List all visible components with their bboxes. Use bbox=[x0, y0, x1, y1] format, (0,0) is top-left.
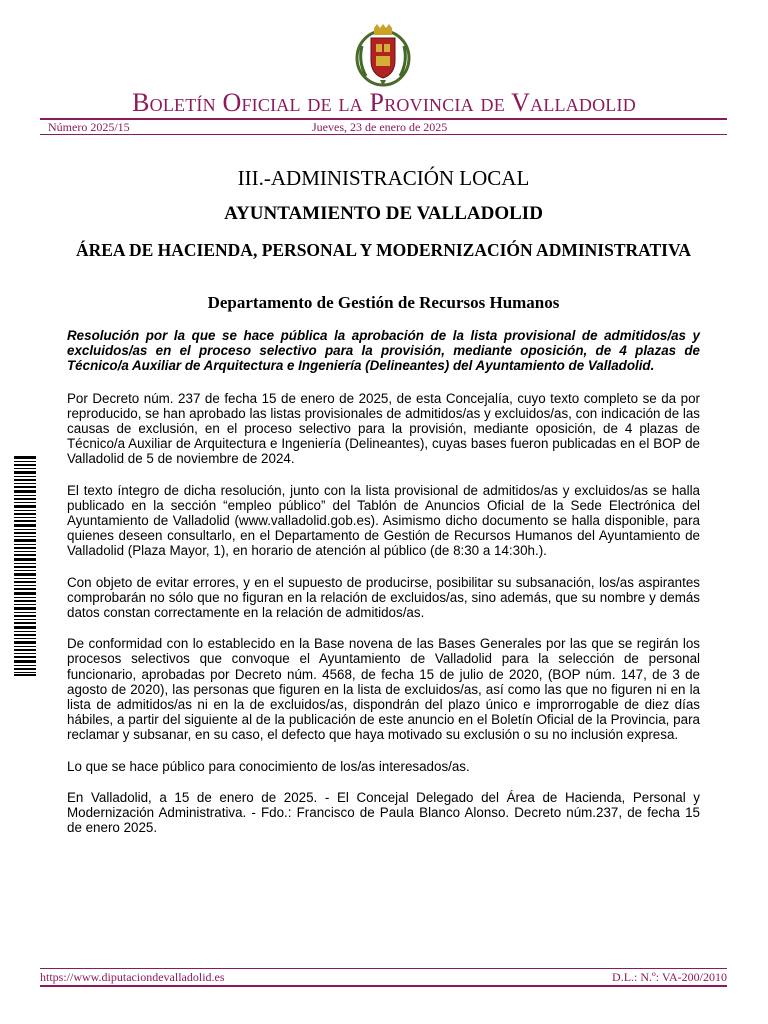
resolution-summary: Resolución por la que se hace pública la aprobación de la lista provisional de admitidos/as y excluidos/as en el proceso selectivo para la provisión, mediante oposición, de 4 plazas de Técnico/a Auxiliar de Arquitectura e Ingeniería (Delineantes) del Ayuntamiento de Valladolid. bbox=[67, 328, 700, 374]
footer-url-link[interactable]: https://www.diputaciondevalladolid.es bbox=[40, 970, 225, 984]
coat-of-arms-icon bbox=[352, 24, 414, 88]
footer-rule-top bbox=[40, 968, 727, 969]
signature-paragraph: En Valladolid, a 15 de enero de 2025. - El Concejal Delegado del Área de Hacienda, Personal y Modernización Administrativa. - Fdo.: Francisco de Paula Blanco Alonso. Decreto núm.237, de fecha 15 de enero 2025. bbox=[67, 789, 700, 836]
council-heading: AYUNTAMIENTO DE VALLADOLID bbox=[224, 203, 543, 224]
issue-number: Número 2025/15 bbox=[48, 120, 130, 134]
body-paragraph: Con objeto de evitar errores, y en el supuesto de producirse, posibilitar su subsanación, los/as aspirantes comprobarán no sólo que no figuran en la relación de excluidos/as, sino además, que su nombre y demás datos constan correctamente en la relación de admitidos/as. bbox=[67, 574, 700, 621]
body-paragraph: Lo que se hace público para conocimiento de los/as interesados/as. bbox=[67, 758, 470, 774]
section-heading: III.-ADMINISTRACIÓN LOCAL bbox=[237, 166, 530, 190]
issue-date: Jueves, 23 de enero de 2025 bbox=[312, 120, 448, 134]
body-paragraph: Por Decreto núm. 237 de fecha 15 de enero de 2025, de esta Concejalía, cuyo texto completo se da por reproducido, se han aprobado las listas provisionales de admitidos/as y excluidos/as, con indicación de las causas de exclusión, en el proceso selectivo para la provisión, mediante oposición, de 4 plazas de Técnico/a Auxiliar de Arquitectura e Ingeniería (Delineantes), cuyas bases fueron publicadas en el BOP de Valladolid de 5 de noviembre de 2024. bbox=[67, 390, 700, 467]
department-heading: Departamento de Gestión de Recursos Humanos bbox=[207, 293, 560, 312]
barcode-icon bbox=[14, 456, 36, 676]
footer-rule-bottom bbox=[40, 985, 727, 987]
announcement-body bbox=[67, 328, 700, 851]
area-heading: ÁREA DE HACIENDA, PERSONAL Y MODERNIZACIÓN ADMINISTRATIVA bbox=[75, 240, 691, 260]
legal-deposit: D.L.: N.º: VA-200/2010 bbox=[612, 970, 727, 984]
header-rule-bottom bbox=[40, 134, 727, 135]
publication-title: Boletín Oficial de la Provincia de Valladolid bbox=[132, 88, 636, 117]
body-paragraph: El texto íntegro de dicha resolución, junto con la lista provisional de admitidos/as y excluidos/as se halla publicado en la sección “empleo público” del Tablón de Anuncios Oficial de la Sede Electrónica del Ayuntamiento de Valladolid (www.valladolid.gob.es). Asimismo dicho documento se halla disponible, para quienes deseen consultarlo, en el Departamento de Gestión de Recursos Humanos del Ayuntamiento de Valladolid (Plaza Mayor, 1), en horario de atención al público (de 8:30 a 14:30h.). bbox=[67, 482, 700, 559]
body-paragraph: De conformidad con lo establecido en la Base novena de las Bases Generales por las que se regirán los procesos selectivos que convoque el Ayuntamiento de Valladolid para la selección de personal funcionario, aprobadas por Decreto núm. 4568, de fecha 15 de julio de 2020, (BOP núm. 147, de 3 de agosto de 2020), las personas que figuren en la lista de excluidos/as, así como las que no figuren ni en la lista de admitidos/as ni en la de excluidos/as, dispondrán del plazo único e improrrogable de diez días hábiles, a partir del siguiente al de la publicación de este anuncio en el Boletín Oficial de la Provincia, para reclamar y subsanar, en su caso, el defecto que haya motivado su exclusión o su no inclusión expresa. bbox=[67, 636, 700, 743]
